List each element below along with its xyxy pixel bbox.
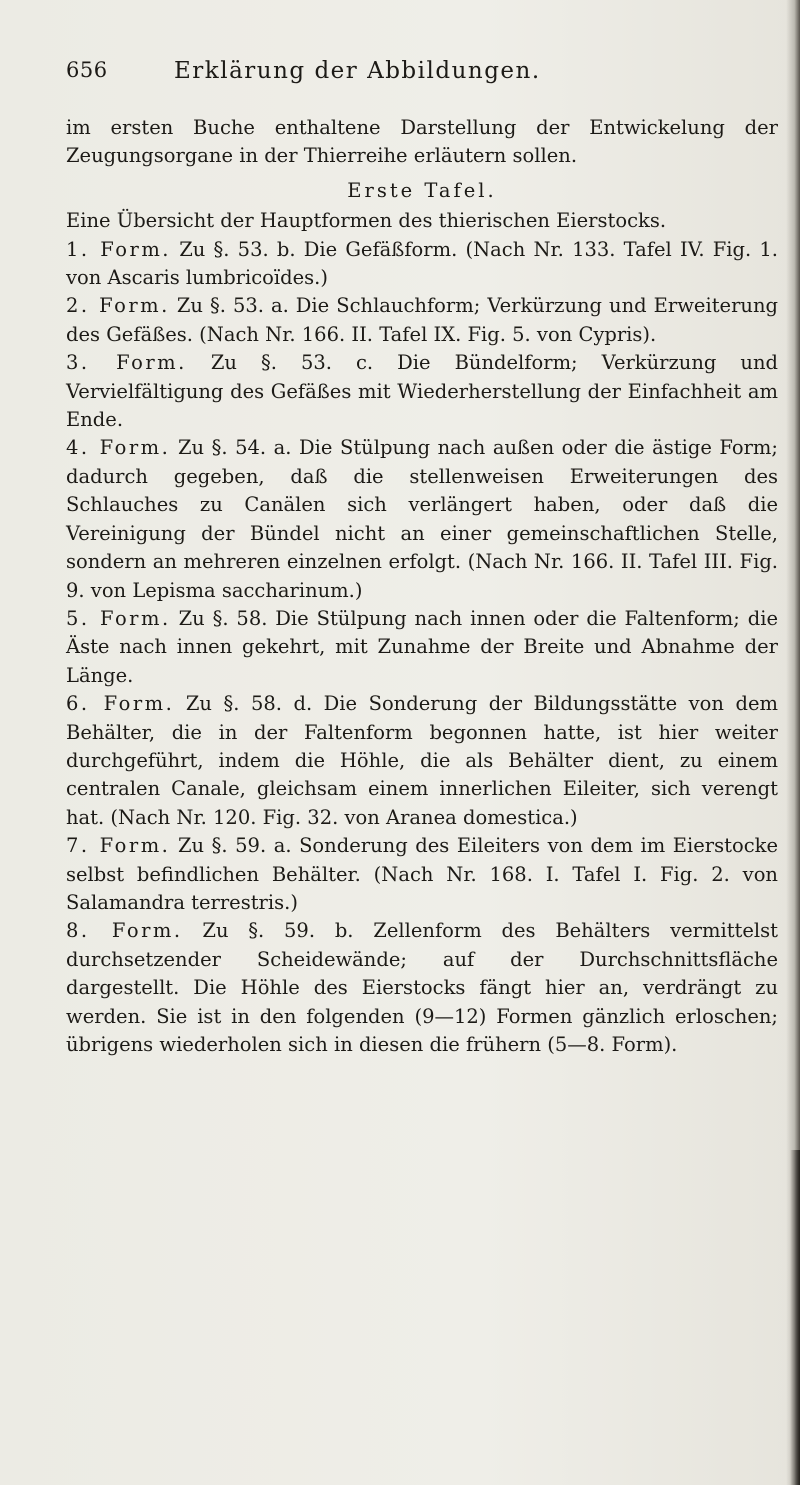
form-text: Zu §. 59. b. Zellenform des Behälters vermittelst durchsetzender Scheidewände; auf der Durchschnittsfläche dargestellt. Die Höhle des Eierstocks fängt hier an, verdrängt zu werden. Sie ist in den folgenden (9—12) Formen gänzlich erloschen; übrigens wiederholen sich in diesen die frühern (5—8. Form). xyxy=(66,919,778,1056)
form-entry-7 xyxy=(66,832,778,917)
form-entry-4 xyxy=(66,434,778,604)
section-heading: Erste Tafel. xyxy=(347,178,497,202)
running-title: Erklärung der Abbildungen. xyxy=(174,58,541,84)
form-text: Zu §. 54. a. Die Stülpung nach außen oder die ästige Form; dadurch gegeben, daß die stellenweisen Erweiterungen des Schlauches zu Canälen sich verlängert haben, oder daß die Vereinigung der Bündel nicht an einer gemeinschaftlichen Stelle, sondern an mehreren einzelnen erfolgt. (Nach Nr. 166. II. Tafel III. Fig. 9. von Lepisma saccharinum.) xyxy=(66,436,778,602)
form-text: Zu §. 58. Die Stülpung nach innen oder die Faltenform; die Äste nach innen gekehrt, mit Zunahme der Breite und Abnahme der Länge. xyxy=(66,606,778,687)
form-label: 3. Form. xyxy=(66,351,187,375)
form-text: Zu §. 53. a. Die Schlauchform; Verkürzung und Erweiterung des Gefäßes. (Nach Nr. 166. II. Tafel IX. Fig. 5. von Cypris). xyxy=(66,294,778,346)
form-text: Zu §. 53. b. Die Gefäßform. (Nach Nr. 133. Tafel IV. Fig. 1. von Ascaris lumbricoïdes.) xyxy=(66,237,778,290)
form-label: 7. Form. xyxy=(66,834,171,858)
form-text: Zu §. 59. a. Sonderung des Eileiters von dem im Eierstocke selbst befindlichen Behälter. (Nach Nr. 168. I. Tafel I. Fig. 2. von Salamandra terrestris.) xyxy=(66,834,778,914)
form-label: 1. Form. xyxy=(66,237,172,261)
form-text: Zu §. 53. c. Die Bündelform; Verkürzung und Vervielfältigung des Gefäßes mit Wiederherstellung der Einfachheit am Ende. xyxy=(66,351,778,432)
form-entry-8 xyxy=(66,917,778,1059)
page-edge-shadow-dark xyxy=(790,1150,800,1485)
form-entry-3 xyxy=(66,349,778,434)
page-header xyxy=(66,58,740,90)
form-label: 8. Form. xyxy=(66,919,183,943)
form-label: 6. Form. xyxy=(66,692,175,716)
form-entry-6 xyxy=(66,690,778,832)
form-label: 4. Form. xyxy=(66,436,171,460)
page-number: 656 xyxy=(66,58,108,82)
form-entry-5 xyxy=(66,605,778,690)
form-entry-2 xyxy=(66,292,778,349)
form-text: Zu §. 58. d. Die Sonderung der Bildungsstätte von dem Behälter, die in der Faltenform begonnen hatte, ist hier weiter durchgeführt, indem die Höhle, die als Behälter dient, zu einem centralen Canale, gleichsam einem innerlichen Eileiter, sich verengt hat. (Nach Nr. 120. Fig. 32. von Aranea domestica.) xyxy=(66,692,778,829)
form-label: 5. Form. xyxy=(66,606,171,630)
form-label: 2. Form. xyxy=(66,294,170,318)
intro-paragraph: im ersten Buche enthaltene Darstellung der Entwickelung der Zeugungsorgane in der Thierreihe erläutern sollen. xyxy=(66,116,778,168)
section-subtitle: Eine Übersicht der Hauptformen des thierischen Eierstocks. xyxy=(66,209,667,233)
form-entry-1 xyxy=(66,236,778,293)
body-text xyxy=(66,114,778,1059)
